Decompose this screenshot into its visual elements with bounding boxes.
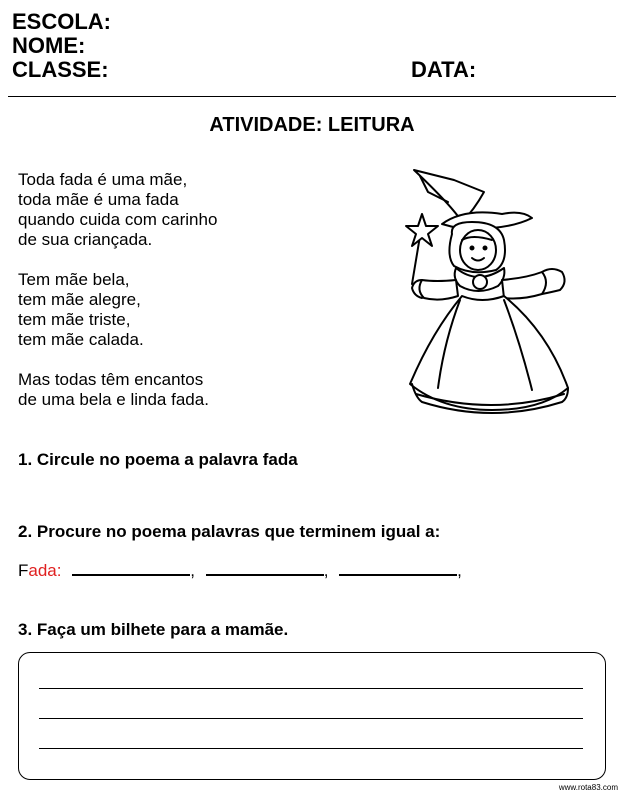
writing-line[interactable] <box>39 688 583 689</box>
writing-line[interactable] <box>39 748 583 749</box>
name-label: NOME: <box>12 33 86 58</box>
page-title: ATIVIDADE: LEITURA <box>209 114 415 136</box>
header-divider <box>8 96 616 97</box>
answer-blank-1[interactable] <box>72 560 190 576</box>
note-writing-box[interactable] <box>18 652 606 780</box>
separator: , <box>190 561 195 580</box>
separator: , <box>457 561 462 580</box>
poem-line: quando cuida com carinho <box>18 210 218 229</box>
poem-line: Tem mãe bela, <box>18 270 130 289</box>
separator: , <box>323 561 329 580</box>
poem-stanza-2 <box>18 270 217 350</box>
question-3: 3. Faça um bilhete para a mamãe. <box>18 620 289 639</box>
poem-line: tem mãe calada. <box>18 330 144 349</box>
fill-in-row <box>18 560 462 581</box>
fairy-illustration <box>392 162 578 424</box>
answer-blank-2[interactable] <box>206 560 324 576</box>
poem-stanza-3 <box>18 370 217 410</box>
word-ending: ada <box>28 561 57 580</box>
writing-line[interactable] <box>39 718 583 719</box>
poem <box>18 170 217 430</box>
poem-line: tem mãe triste, <box>18 310 131 329</box>
word-colon: : <box>56 561 62 580</box>
date-label: DATA: <box>411 57 477 82</box>
poem-stanza-1 <box>18 170 217 250</box>
footer-site: www.rota83.com <box>558 783 618 792</box>
question-2: 2. Procure no poema palavras que terminem igual a: <box>18 522 441 541</box>
poem-line: toda mãe é uma fada <box>18 190 179 209</box>
answer-blank-3[interactable] <box>339 560 457 576</box>
poem-line: Toda fada é uma mãe, <box>18 170 188 189</box>
poem-line: tem mãe alegre, <box>18 290 141 309</box>
word-prefix: F <box>18 561 29 580</box>
poem-line: Mas todas têm encantos <box>18 370 204 389</box>
poem-line: de sua criançada. <box>18 230 153 249</box>
poem-line: de uma bela e linda fada. <box>18 390 209 409</box>
school-label: ESCOLA: <box>12 9 111 34</box>
question-1: 1. Circule no poema a palavra fada <box>18 450 298 469</box>
class-label: CLASSE: <box>12 57 109 82</box>
